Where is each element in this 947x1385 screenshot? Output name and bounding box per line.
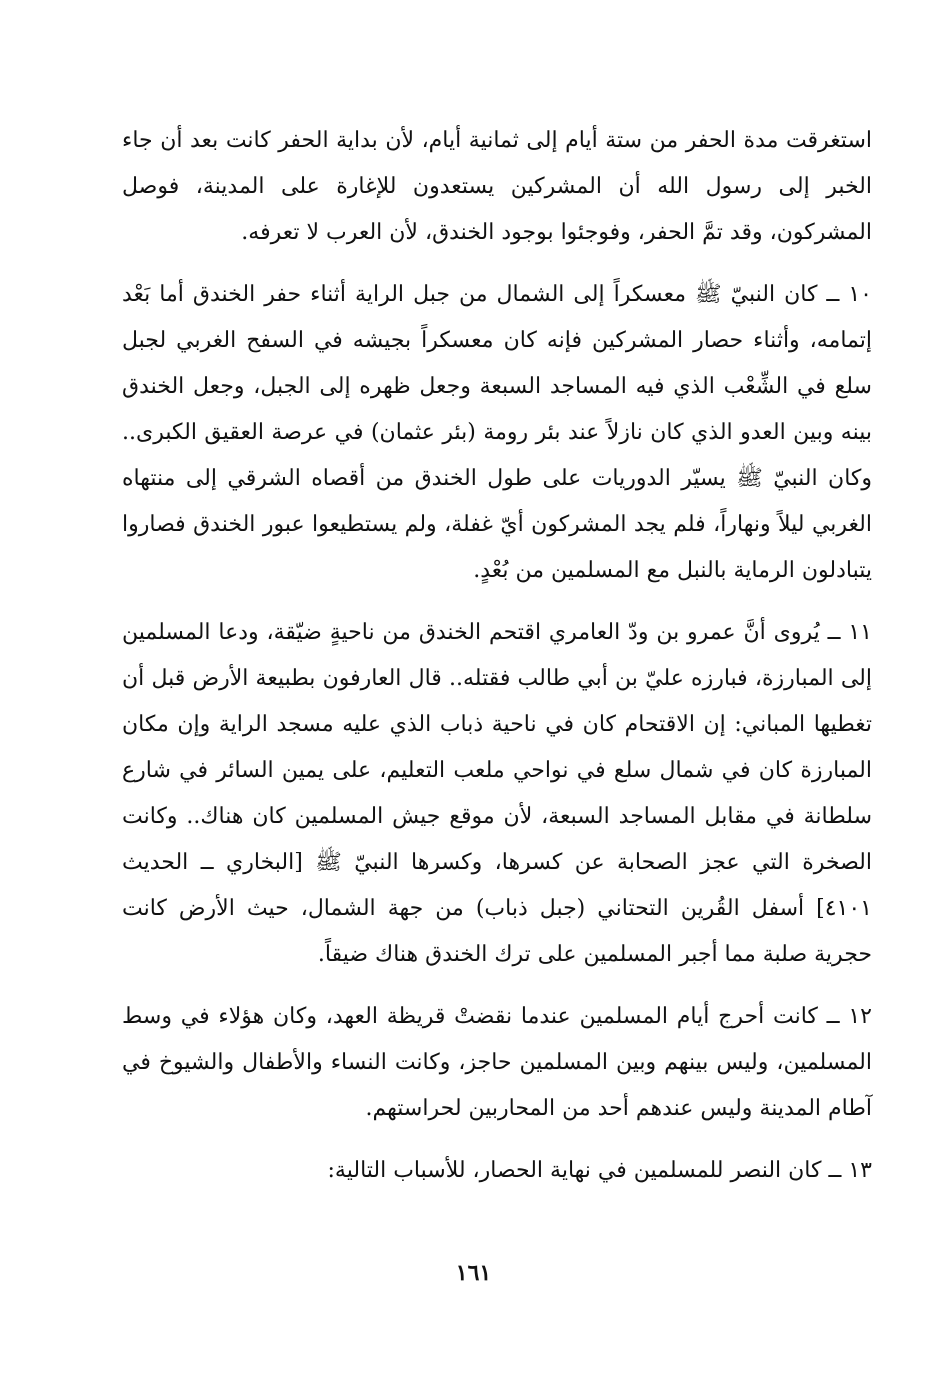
paragraph-10: ١٠ ــ كان النبيّ ﷺ معسكراً إلى الشمال من جبل الراية أثناء حفر الخندق أما بَعْد إتمامه، وأثناء حصار المشركين فإنه كان معسكراً بجيشه في السفح الغربي لجبل سلع في الشِّعْب الذي فيه المساجد السبعة وجعل ظهره إلى الجبل، وجعل الخندق بينه وبين العدو الذي كان نازلاً عند بئر رومة (بئر عثمان) في عرصة العقيق الكبرى.. وكان النبيّ ﷺ يسيّر الدوريات على طول الخندق من أقصاه الشرقي إلى منتهاه الغربي ليلاً ونهاراً، فلم يجد المشركون أيّ غفلة، ولم يستطيعوا عبور الخندق فصاروا يتبادلون الرماية بالنبل مع المسلمين من بُعْدٍ. — [122, 282, 872, 583]
paragraph-13: ١٣ ــ كان النصر للمسلمين في نهاية الحصار، للأسباب التالية: — [327, 1158, 872, 1183]
page-body-text — [122, 118, 872, 1194]
page-number: ١٦١ — [455, 1260, 492, 1286]
paragraph-12: ١٢ ــ كانت أحرج أيام المسلمين عندما نقضتْ قريظة العهد، وكان هؤلاء في وسط المسلمين، وليس بينهم وبين المسلمين حاجز، وكانت النساء والأطفال والشيوخ في آطام المدينة وليس عندهم أحد من المحاربين لحراستهم. — [122, 1004, 872, 1121]
paragraph-intro: استغرقت مدة الحفر من ستة أيام إلى ثمانية أيام، لأن بداية الحفر كانت بعد أن جاء الخبر إلى رسول الله أن المشركين يستعدون للإغارة على المدينة، فوصل المشركون، وقد تمَّ الحفر، وفوجئوا بوجود الخندق، لأن العرب لا تعرفه. — [122, 128, 872, 245]
paragraph-11: ١١ ــ يُروى أنَّ عمرو بن ودّ العامري اقتحم الخندق من ناحيةٍ ضيّقة، ودعا المسلمين إلى المبارزة، فبارزه عليّ بن أبي طالب فقتله.. قال العارفون بطبيعة الأرض قبل أن تغطيها المباني: إن الاقتحام كان في ناحية ذباب الذي عليه مسجد الراية وإن مكان المبارزة كان في شمال سلع في نواحي ملعب التعليم، على يمين السائر في شارع سلطانة في مقابل المساجد السبعة، لأن موقع جيش المسلمين كان هناك.. وكانت الصخرة التي عجز الصحابة عن كسرها، وكسرها النبيّ ﷺ [البخاري ــ الحديث ٤١٠١] أسفل القُرين التحتاني (جبل ذباب) من جهة الشمال، حيث الأرض كانت حجرية صلبة مما أجبر المسلمين على ترك الخندق هناك ضيقاً. — [122, 620, 872, 967]
